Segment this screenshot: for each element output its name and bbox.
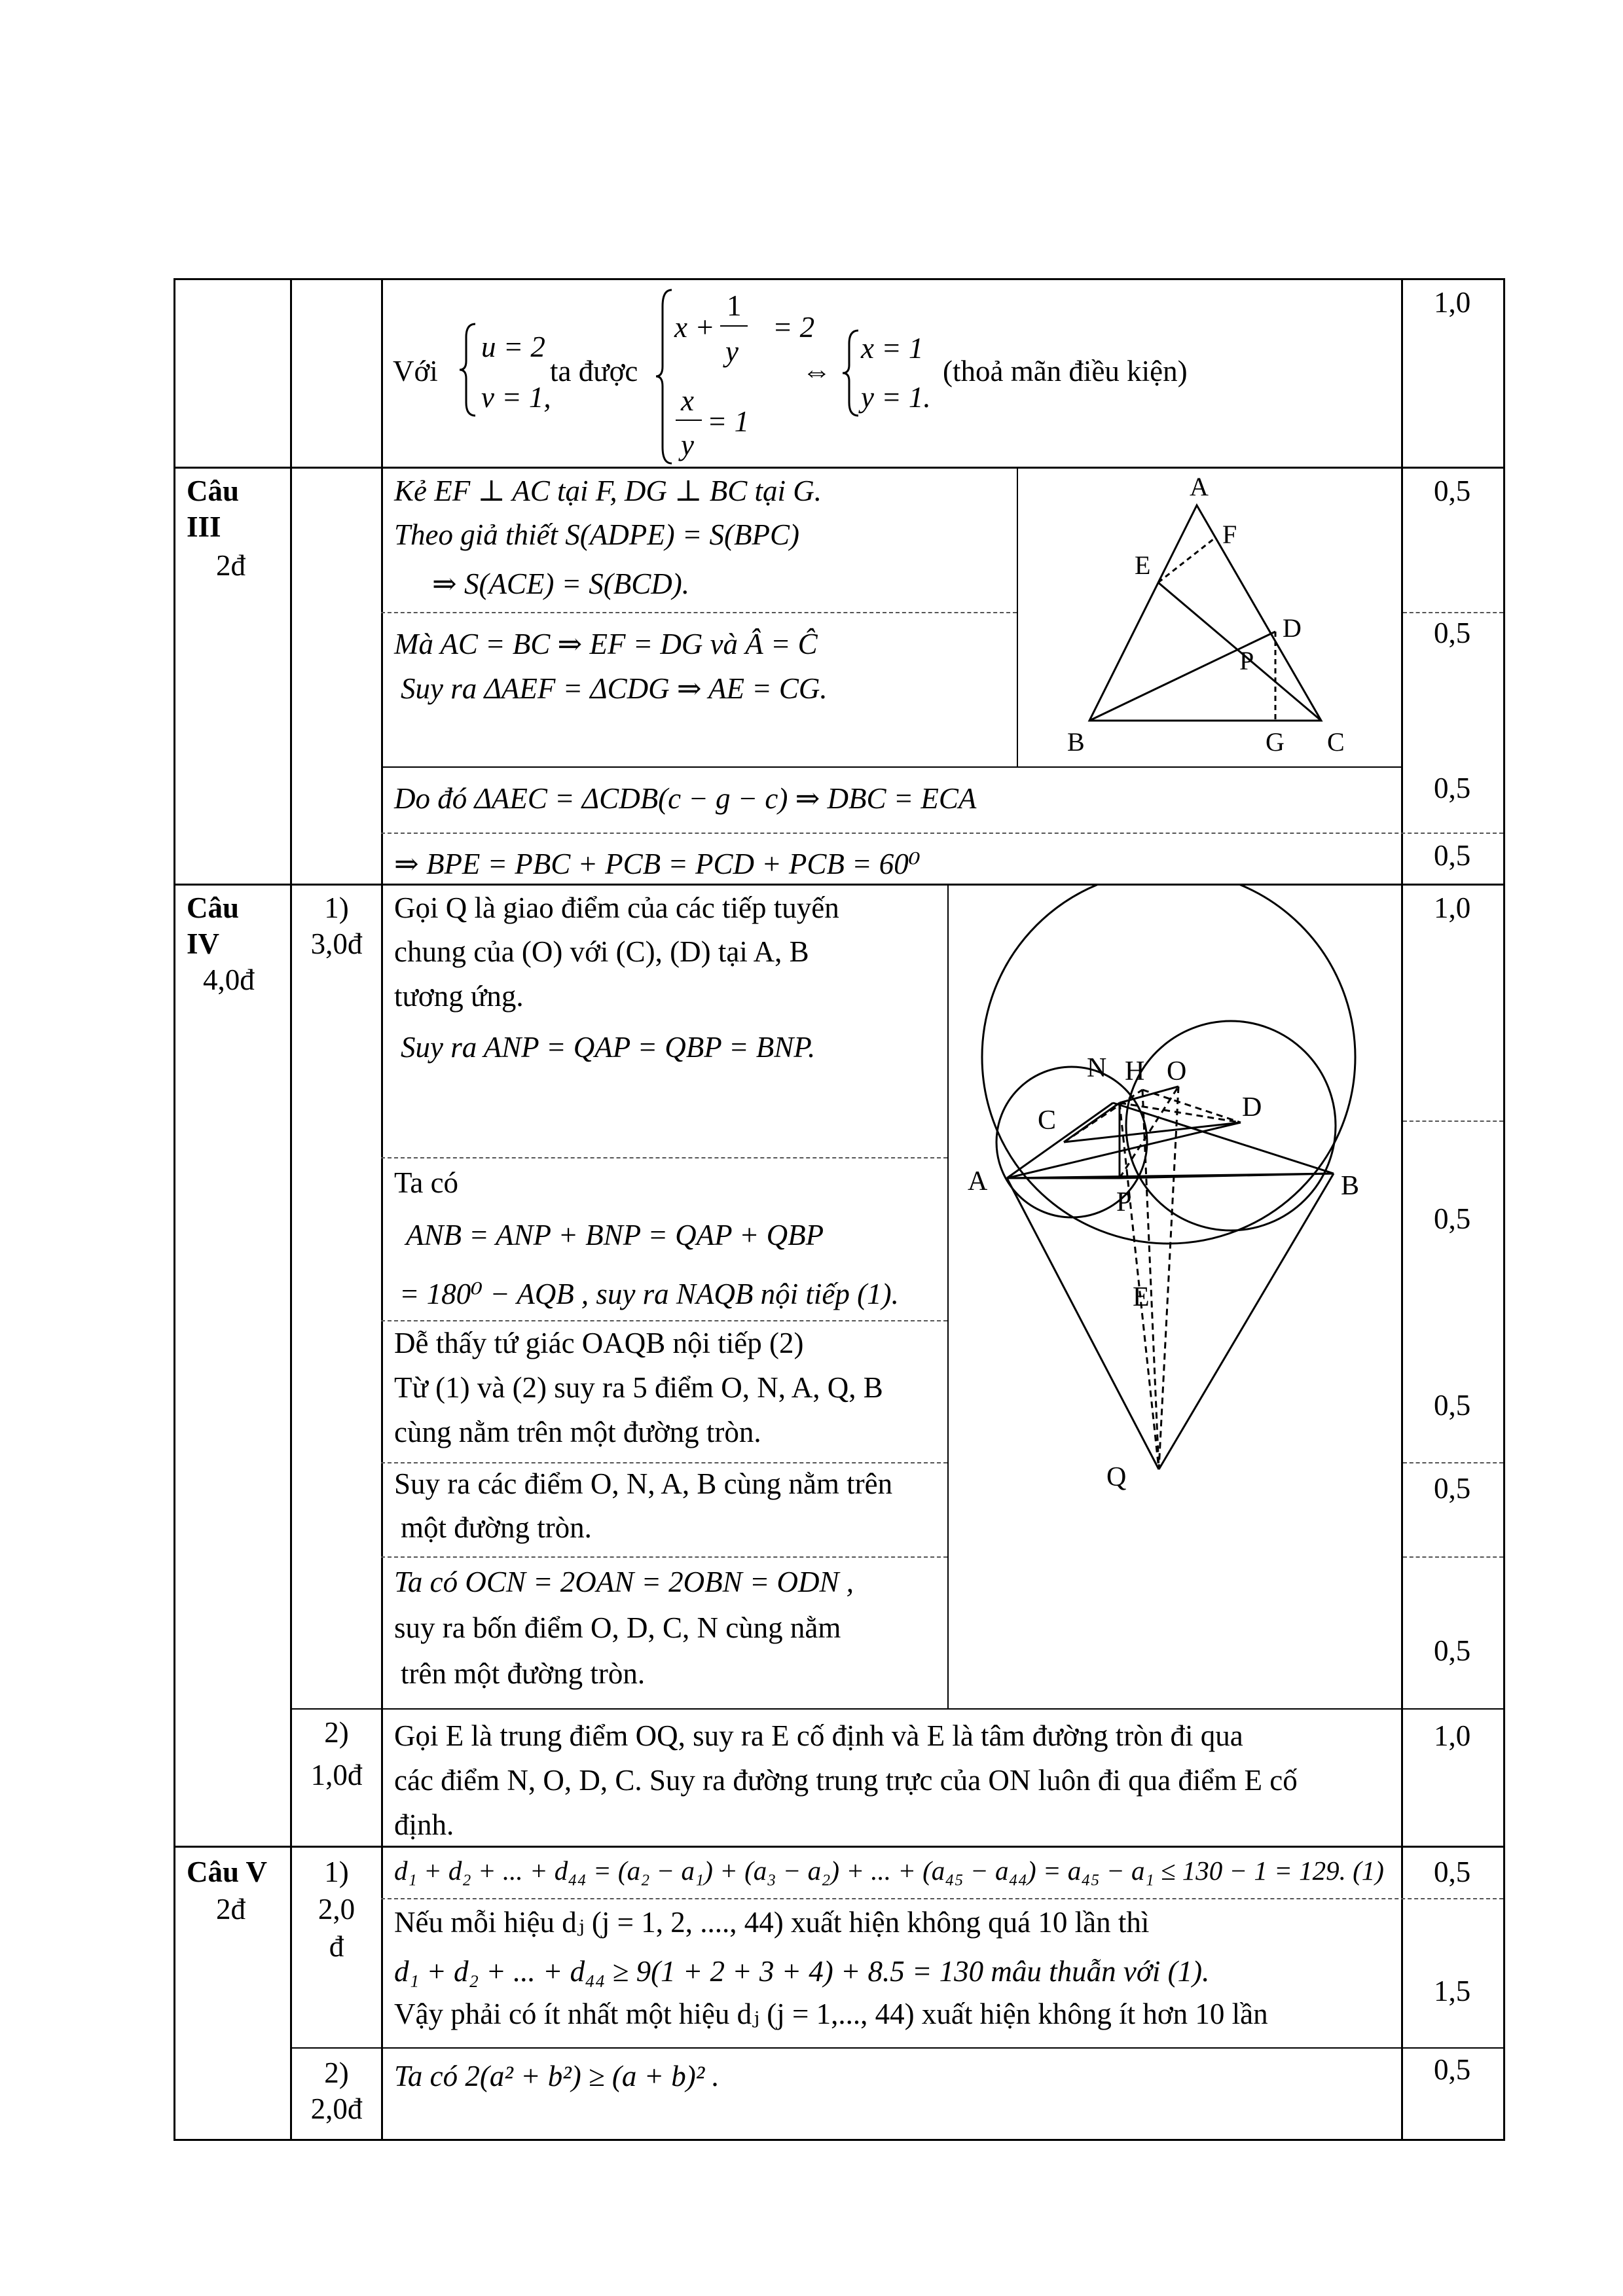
q5-score-3: 0,5	[1434, 2053, 1471, 2086]
q3-score-2: 0,5	[1434, 617, 1471, 649]
fig4-label-O: O	[1167, 1056, 1187, 1086]
system-u: u = 2	[481, 331, 545, 363]
condition-note: (thoả mãn điều kiện)	[943, 355, 1188, 387]
fig4-label-A: A	[968, 1166, 988, 1196]
we-get-label: ta được	[550, 355, 638, 387]
left-brace-xy	[841, 327, 861, 419]
q4-p2-line-2: ANB = ANP + BNP = QAP + QBP	[406, 1219, 824, 1251]
q4-p5-line-2: suy ra bốn điểm O, D, C, N cùng nằm	[394, 1611, 841, 1644]
circles-figure	[949, 886, 1400, 1707]
fig3-label-P: P	[1239, 646, 1254, 675]
q4-score-1: 1,0	[1434, 891, 1471, 924]
q4-p4-line-1: Suy ra các điểm O, N, A, B cùng nằm trên	[394, 1467, 893, 1500]
fig3-label-G: G	[1266, 727, 1285, 757]
q4-part-2-points: 1,0đ	[310, 1759, 363, 1791]
fig4-label-B: B	[1341, 1171, 1360, 1201]
fig3-label-C: C	[1327, 727, 1345, 757]
fraction-1-denominator: y	[725, 335, 739, 368]
fig4-label-N: N	[1087, 1053, 1107, 1083]
score-r1: 1,0	[1434, 286, 1471, 319]
fig3-label-F: F	[1222, 520, 1237, 549]
q5-part-2-points: 2,0đ	[310, 2092, 363, 2125]
q5-line-2: Nếu mỗi hiệu dⱼ (j = 1, 2, ...., 44) xuất hiện không quá 10 lần thì	[394, 1906, 1150, 1939]
fraction-2-numerator: x	[681, 384, 694, 417]
system-x: x = 1	[861, 332, 924, 365]
with-label: Với	[393, 355, 438, 387]
q3-line-2: Theo giả thiết S(ADPE) = S(BPC)	[394, 518, 799, 551]
fig3-label-E: E	[1135, 550, 1151, 580]
fig3-label-D: D	[1283, 613, 1302, 643]
q4-p2-line-3: = 180⁰ − AQB , suy ra NAQB nội tiếp (1).	[399, 1278, 899, 1310]
q5-label: Câu V	[187, 1856, 267, 1888]
fraction-2-denominator: y	[681, 429, 694, 461]
q4-part-2: 2)	[324, 1716, 349, 1749]
q4-score-2: 0,5	[1434, 1202, 1471, 1235]
q5-line-1: d₁ + d₂ + ... + d₄₄ = (a₂ − a₁) + (a₃ − a₂) + ... + (a₄₅ − a₄₄) = a₄₅ − a₁ ≤ 130 − 1 = 129. (1)	[394, 1856, 1384, 1886]
fraction-1-rhs: = 2	[773, 311, 815, 344]
fig4-label-H: H	[1125, 1056, 1145, 1086]
q5-line-4: Vậy phải có ít nhất một hiệu dⱼ (j = 1,..., 44) xuất hiện không ít hơn 10 lần	[394, 1998, 1268, 2030]
fig4-label-Q: Q	[1106, 1462, 1127, 1492]
q4-q2-line-1: Gọi E là trung điểm OQ, suy ra E cố định và E là tâm đường tròn đi qua	[394, 1719, 1243, 1752]
q3-line-6: Do đó ΔAEC = ΔCDB(c − g − c) ⇒ DBC = ECA	[394, 782, 977, 815]
fig4-label-D: D	[1242, 1092, 1262, 1122]
fig3-label-A: A	[1190, 472, 1209, 501]
system-v: v = 1,	[481, 381, 551, 414]
q3-line-3: ⇒ S(ACE) = S(BCD).	[432, 567, 690, 600]
q4-p3-line-1: Dễ thấy tứ giác OAQB nội tiếp (2)	[394, 1327, 804, 1359]
triangle-figure	[1018, 468, 1401, 766]
q4-points: 4,0đ	[203, 963, 255, 996]
system-y: y = 1.	[861, 381, 931, 414]
fraction-1-numerator: 1	[727, 289, 742, 322]
fig4-label-C: C	[1038, 1105, 1057, 1136]
q3-line-7: ⇒ BPE = PBC + PCB = PCD + PCB = 60⁰	[394, 848, 921, 880]
q4-p3-line-3: cùng nằm trên một đường tròn.	[394, 1416, 761, 1448]
q4-score-5: 0,5	[1434, 1634, 1471, 1667]
q5-part-1-points-b: đ	[329, 1930, 344, 1963]
q4-p1-line-1: Gọi Q là giao điểm của các tiếp tuyến	[394, 891, 839, 924]
q3-line-5: Suy ra ΔAEF = ΔCDG ⇒ AE = CG.	[401, 672, 828, 705]
q3-score-1: 0,5	[1434, 475, 1471, 507]
q5-part-1-points-a: 2,0	[318, 1893, 356, 1926]
q5-part-1: 1)	[324, 1856, 349, 1888]
q5-score-1: 0,5	[1434, 1856, 1471, 1888]
q5-line-5: Ta có 2(a² + b²) ≥ (a + b)² .	[394, 2060, 720, 2092]
q3-line-1: Kẻ EF ⊥ AC tại F, DG ⊥ BC tại G.	[394, 475, 822, 507]
q4-p3-line-2: Từ (1) và (2) suy ra 5 điểm O, N, A, Q, B	[394, 1371, 883, 1404]
q4-p1-line-4: Suy ra ANP = QAP = QBP = BNP.	[401, 1031, 816, 1064]
equivalence-symbol: ⇔	[802, 355, 831, 387]
q4-score-3: 0,5	[1434, 1389, 1471, 1422]
q4-q2-line-3: định.	[394, 1808, 454, 1841]
fig4-label-P: P	[1116, 1187, 1132, 1217]
q4-p1-line-3: tương ứng.	[394, 980, 524, 1013]
q3-score-4: 0,5	[1434, 839, 1471, 872]
q4-p5-line-1: Ta có OCN = 2OAN = 2OBN = ODN ,	[394, 1566, 854, 1598]
fig4-label-E: E	[1133, 1282, 1150, 1312]
left-brace-xy-eq	[655, 287, 674, 467]
q3-roman: III	[187, 511, 221, 543]
q4-roman: IV	[187, 927, 220, 960]
fraction-2-rhs: = 1	[707, 405, 750, 438]
q4-part-1: 1)	[324, 891, 349, 924]
q3-score-3: 0,5	[1434, 772, 1471, 804]
q4-q2-score: 1,0	[1434, 1719, 1471, 1752]
q4-part-1-points: 3,0đ	[310, 927, 363, 960]
q3-points: 2đ	[216, 549, 246, 582]
q4-p2-line-1: Ta có	[394, 1166, 459, 1199]
fig3-label-B: B	[1067, 727, 1085, 757]
q5-score-2: 1,5	[1434, 1975, 1471, 2007]
q3-line-4: Mà AC = BC ⇒ EF = DG và Â = Ĉ	[394, 628, 818, 660]
q4-p5-line-3: trên một đường tròn.	[401, 1657, 646, 1690]
q4-score-4: 0,5	[1434, 1472, 1471, 1505]
q4-q2-line-2: các điểm N, O, D, C. Suy ra đường trung trực của ON luôn đi qua điểm E cố	[394, 1764, 1298, 1797]
q5-line-3: d₁ + d₂ + ... + d₄₄ ≥ 9(1 + 2 + 3 + 4) + 8.5 = 130 mâu thuẫn với (1).	[394, 1955, 1210, 1988]
left-brace-uv	[458, 321, 478, 419]
q4-p4-line-2: một đường tròn.	[401, 1511, 592, 1544]
q3-label: Câu	[187, 475, 240, 507]
q4-p1-line-2: chung của (O) với (C), (D) tại A, B	[394, 935, 809, 968]
q4-label: Câu	[187, 891, 240, 924]
q5-part-2: 2)	[324, 2056, 349, 2089]
fraction-1-lhs: x +	[674, 311, 715, 344]
q5-points: 2đ	[216, 1893, 246, 1926]
